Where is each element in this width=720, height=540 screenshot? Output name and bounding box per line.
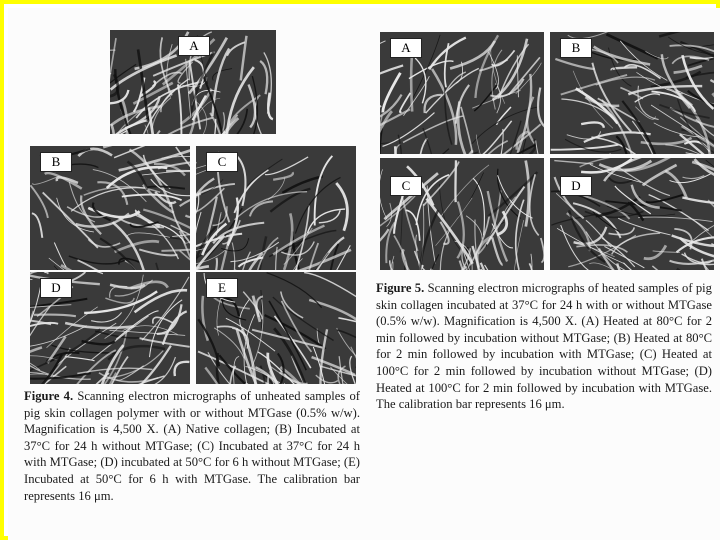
fig5-panel-c — [380, 158, 544, 270]
fig5-label-a: A — [390, 38, 422, 58]
fig5-label-d: D — [560, 176, 592, 196]
fig4-panel-b — [30, 146, 190, 270]
fig5-panel-a — [380, 32, 544, 154]
fig5-micrograph-c — [380, 158, 544, 270]
fig4-caption-body: Scanning electron micrographs of unheated samples of pig skin collagen polymer with or without MTGase (0.5% w/w). Magnification is 4,500 X. (A) Native collagen; (B) Incubated at 37°C for 24 h without MTGase; (C) Incubated at 37°C for 24 h with MTGase; (D) incubated at 50°C for 6 h without MTGase; (E) Incubated at 50°C for 6 h with MTGase. The calibration bar represents 16 μm. — [24, 389, 360, 503]
fig5-caption — [376, 280, 712, 413]
fig5-panel-d — [550, 158, 714, 270]
fig4-label-c: C — [206, 152, 238, 172]
fig4-panel-a — [110, 30, 276, 134]
fig4-label-b: B — [40, 152, 72, 172]
fig5-panel-b — [550, 32, 714, 154]
fig4-label-a: A — [178, 36, 210, 56]
scanned-page — [8, 8, 720, 540]
fig4-panel-e — [196, 272, 356, 384]
fig4-label-e: E — [206, 278, 238, 298]
fig5-label-b: B — [560, 38, 592, 58]
fig5-label-c: C — [390, 176, 422, 196]
fig5-caption-body: Scanning electron micrographs of heated samples of pig skin collagen incubated at 37°C for 24 h with or without MTGase (0.5% w/w). Magnification is 4,500 X. (A) Heated at 80°C for 2 min followed by incubation without MTGase; (B) Heated at 80°C for 2 min followed by incubation with MTGase; (C) Heated at 100°C for 2 min followed by incubation without MTGase; (D) Heated at 100°C for 2 min followed by incubation with MTGase. The calibration bar represents 16 μm. — [376, 281, 712, 412]
fig4-caption — [24, 388, 360, 504]
fig4-caption-title: Figure 4. — [24, 389, 74, 403]
fig4-label-d: D — [40, 278, 72, 298]
fig4-panel-c — [196, 146, 356, 270]
fig5-caption-title: Figure 5. — [376, 281, 425, 295]
fig4-panel-d — [30, 272, 190, 384]
fig5-micrograph-d — [550, 158, 714, 270]
